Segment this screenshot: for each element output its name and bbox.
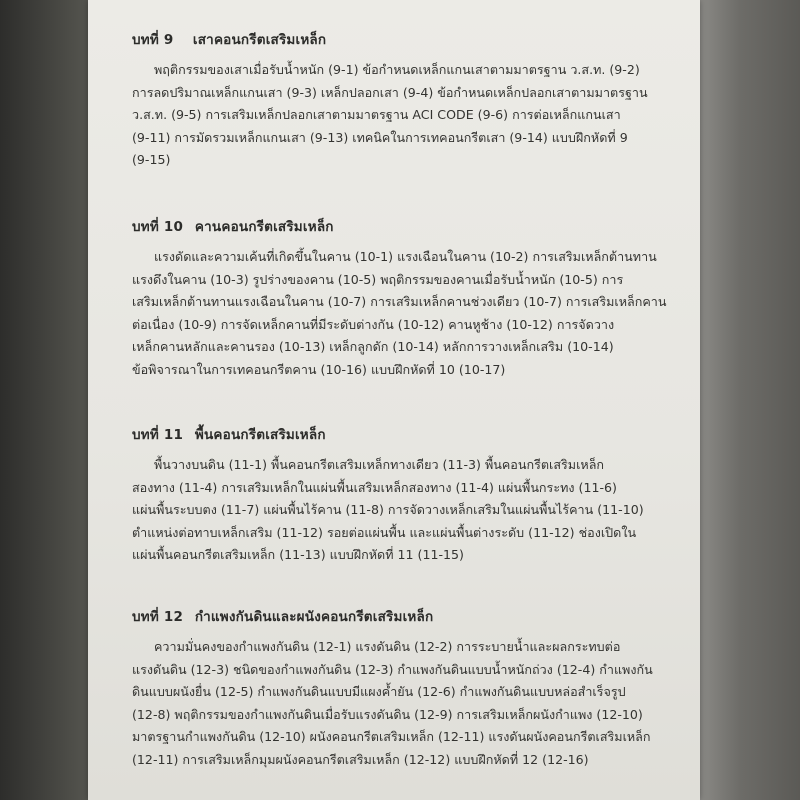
chapter-11-heading: [132, 423, 692, 445]
chapter-12-title: กำแพงกันดินและผนังคอนกรีตเสริมเหล็ก: [194, 609, 434, 625]
chapter-10-line-6: ข้อพิจารณาในการเทคอนกรีตคาน (10-16) แบบฝึกหัดที่ 10 (10-17): [132, 361, 506, 377]
chapter-10-title: คานคอนกรีตเสริมเหล็ก: [194, 219, 334, 235]
chapter-9-line-3: ว.ส.ท. (9-5) การเสริมเหล็กปลอกเสาตามมาตรฐาน ACI CODE (9-6) การต่อเหล็กแกนเสา: [132, 107, 621, 123]
chapter-9-heading: [132, 28, 692, 50]
chapter-12-heading: [132, 605, 692, 627]
chapter-11-number: บทที่ 11: [132, 427, 184, 443]
chapter-12-section: [132, 605, 692, 772]
chapter-11-line-3: แผ่นพื้นระบบตง (11-7) แผ่นพื้นไร้คาน (11-8) การจัดวางเหล็กเสริมในแผ่นพื้นไร้คาน (11-10): [132, 502, 644, 518]
chapter-9-body: [132, 59, 692, 172]
chapter-11-line-4: ตำแหน่งต่อทาบเหล็กเสริม (11-12) รอยต่อแผ่นพื้น และแผ่นพื้นต่างระดับ (11-12) ช่องเปิดใน: [132, 524, 637, 540]
chapter-12-line-4: (12-8) พฤติกรรมของกำแพงกันดินเมื่อรับแรงดันดิน (12-9) การเสริมเหล็กผนังกำแพง (12-10): [132, 706, 643, 722]
chapter-11-title: พื้นคอนกรีตเสริมเหล็ก: [194, 427, 326, 443]
chapter-9-line-5: (9-15): [132, 152, 171, 168]
chapter-10-line-1: แรงดัดและความเค้นที่เกิดขึ้นในคาน (10-1) แรงเฉือนในคาน (10-2) การเสริมเหล็กต้านทาน: [154, 249, 657, 264]
chapter-9-number: บทที่ 9: [132, 32, 174, 48]
chapter-10-line-4: ต่อเนื่อง (10-9) การจัดเหล็กคานที่มีระดับต่างกัน (10-12) คานหูช้าง (10-12) การจัดวาง: [132, 316, 615, 332]
chapter-10-line-3: เสริมเหล็กต้านทานแรงเฉือนในคาน (10-7) การเสริมเหล็กคานช่วงเดียว (10-7) การเสริมเหล็กคาน: [132, 294, 667, 310]
chapter-12-line-3: ดินแบบผนังยื่น (12-5) กำแพงกันดินแบบมีแผงค้ำยัน (12-6) กำแพงกันดินแบบหล่อสำเร็จรูป: [132, 684, 626, 700]
chapter-10-number: บทที่ 10: [132, 219, 184, 235]
chapter-9-title: เสาคอนกรีตเสริมเหล็ก: [192, 32, 327, 48]
chapter-12-line-6: (12-11) การเสริมเหล็กมุมผนังคอนกรีตเสริมเหล็ก (12-12) แบบฝึกหัดที่ 12 (12-16): [132, 751, 589, 767]
chapter-9-line-4: (9-11) การมัดรวมเหล็กแกนเสา (9-13) เทคนิคในการเทคอนกรีตเสา (9-14) แบบฝึกหัดที่ 9: [132, 129, 628, 145]
chapter-10-heading: [132, 215, 692, 237]
chapter-11-body: [132, 454, 692, 567]
book-page: [88, 0, 700, 800]
chapter-12-line-2: แรงดันดิน (12-3) ชนิดของกำแพงกันดิน (12-3) กำแพงกันดินแบบน้ำหนักถ่วง (12-4) กำแพงกัน: [132, 661, 653, 677]
book-left-background: [0, 0, 88, 800]
chapter-9-line-2: การลดปริมาณเหล็กแกนเสา (9-3) เหล็กปลอกเสา (9-4) ข้อกำหนดเหล็กปลอกเสาตามมาตรฐาน: [132, 84, 648, 100]
chapter-9-section: [132, 28, 692, 172]
chapter-10-section: [132, 215, 692, 382]
chapter-11-line-1: พื้นวางบนดิน (11-1) พื้นคอนกรีตเสริมเหล็กทางเดียว (11-3) พื้นคอนกรีตเสริมเหล็ก: [154, 457, 605, 472]
chapter-12-line-5: มาตรฐานกำแพงกันดิน (12-10) ผนังคอนกรีตเสริมเหล็ก (12-11) แรงดันผนังคอนกรีตเสริมเหล็ก: [132, 729, 651, 745]
chapter-11-section: [132, 423, 692, 567]
chapter-11-line-2: สองทาง (11-4) การเสริมเหล็กในแผ่นพื้นเสริมเหล็กสองทาง (11-4) แผ่นพื้นกระทง (11-6): [132, 479, 617, 495]
chapter-10-line-5: เหล็กคานหลักและคานรอง (10-13) เหล็กลูกดัก (10-14) หลักการวางเหล็กเสริม (10-14): [132, 339, 614, 355]
chapter-12-number: บทที่ 12: [132, 609, 184, 625]
chapter-12-body: [132, 636, 692, 772]
book-right-edge: [700, 0, 800, 800]
chapter-12-line-1: ความมั่นคงของกำแพงกันดิน (12-1) แรงดันดิน (12-2) การระบายน้ำและผลกระทบต่อ: [154, 639, 621, 654]
chapter-11-line-5: แผ่นพื้นคอนกรีตเสริมเหล็ก (11-13) แบบฝึกหัดที่ 11 (11-15): [132, 547, 464, 563]
chapter-9-line-1: พฤติกรรมของเสาเมื่อรับน้ำหนัก (9-1) ข้อกำหนดเหล็กแกนเสาตามมาตรฐาน ว.ส.ท. (9-2): [154, 62, 640, 77]
chapter-10-body: [132, 246, 692, 382]
chapter-10-line-2: แรงดึงในคาน (10-3) รูปร่างของคาน (10-5) พฤติกรรมของคานเมื่อรับน้ำหนัก (10-5) การ: [132, 271, 624, 287]
